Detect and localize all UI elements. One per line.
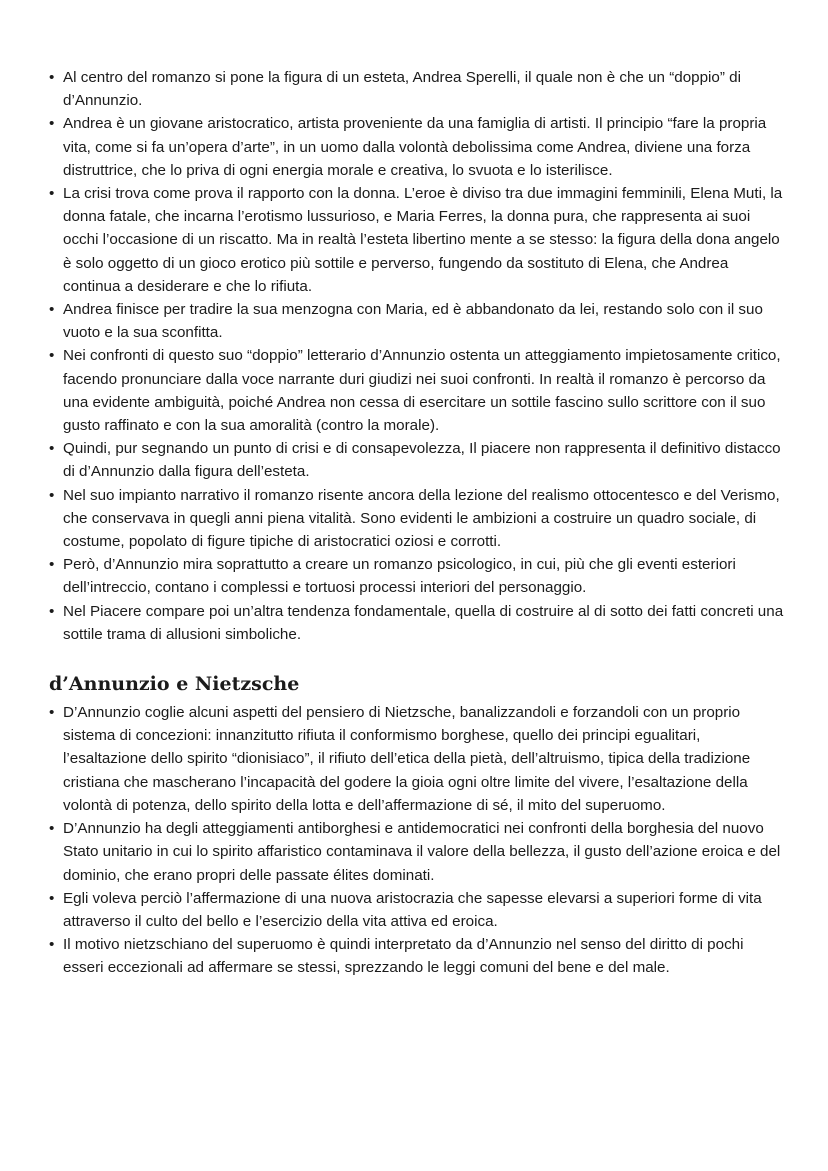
list-item: [49, 887, 788, 933]
list-item-text: Al centro del romanzo si pone la figura di un esteta, Andrea Sperelli, il quale non è che un “doppio” di d’Annunzio.: [63, 69, 741, 110]
list-item: [49, 344, 788, 437]
bullet-icon: •: [49, 301, 55, 319]
list-item: [49, 933, 788, 979]
bullet-icon: •: [49, 347, 55, 365]
list-item: [49, 701, 788, 817]
bullet-icon: •: [49, 185, 55, 203]
bullet-icon: •: [49, 936, 55, 954]
list-item: [49, 817, 788, 887]
list-item-text: Andrea è un giovane aristocratico, artista proveniente da una famiglia di artisti. Il principio “fare la propria vita, come si fa un’opera d’arte”, in un uomo dalla volontà debolissima come Andrea, diviene una forza distruttrice, che lo priva di ogni energia morale e creativa, lo svuota e lo isterilisce.: [63, 115, 767, 179]
bullet-icon: •: [49, 820, 55, 838]
list-item: [49, 298, 788, 344]
bullet-icon: •: [49, 889, 55, 907]
list-item-text: Quindi, pur segnando un punto di crisi e di consapevolezza, Il piacere non rappresenta il definitivo distacco di d’Annunzio dalla figura dell’esteta.: [63, 440, 781, 481]
list-item-text: Il motivo nietzschiano del superuomo è quindi interpretato da d’Annunzio nel senso del diritto di pochi esseri eccezionali ad affermare se stessi, sprezzando le leggi comuni del bene e del male.: [63, 936, 744, 977]
bullet-icon: •: [49, 486, 55, 504]
bullet-icon: •: [49, 556, 55, 574]
list-item-text: D’Annunzio coglie alcuni aspetti del pensiero di Nietzsche, banalizzandoli e forzandoli con un proprio sistema di concezioni: innanzitutto rifiuta il conformismo borghese, quello dei principi egualitari, l’esaltazione dello spirito “dionisiaco”, il rifiuto dell’etica della pietà, dell’altruismo, tipica della tradizione cristiana che mascherano l’incapacità del godere la gioia ogni oltre limite del vivere, l’esaltazione della volontà di potenza, dello spirito della lotta e dell’affermazione di sé, il mito del superuomo.: [63, 704, 751, 814]
list-item: [49, 182, 788, 298]
bullet-icon: •: [49, 704, 55, 722]
list-item: [49, 484, 788, 554]
list-item: [49, 112, 788, 182]
list-item-text: Nel suo impianto narrativo il romanzo risente ancora della lezione del realismo ottocentesco e del Verismo, che conservava in quegli anni piena vitalità. Sono evidenti le ambizioni a costruire un quadro sociale, di costume, popolato di figure tipiche di aristocratici oziosi e corrotti.: [63, 486, 780, 551]
list-item: [49, 600, 788, 646]
list-item-text: D’Annunzio ha degli atteggiamenti antiborghesi e antidemocratici nei confronti della borghesia del nuovo Stato unitario in cui lo spirito affaristico contaminava il valore della bellezza, il gusto dell’azione eroica e del dominio, che erano propri delle passate élites dominati.: [63, 820, 781, 884]
bullet-icon: •: [49, 69, 55, 86]
list-item: [49, 66, 788, 112]
bullet-icon: •: [49, 115, 55, 133]
list-item: [49, 553, 788, 599]
section2-bullet-list: [49, 701, 788, 979]
list-item: [49, 437, 788, 483]
section-heading: d’Annunzio e Nietzsche: [49, 673, 300, 696]
section1-bullet-list: [49, 66, 788, 646]
list-item-text: Però, d’Annunzio mira soprattutto a creare un romanzo psicologico, in cui, più che gli eventi esteriori dell’intreccio, contano i complessi e tortuosi processi interiori del personaggio.: [63, 556, 736, 597]
list-item-text: La crisi trova come prova il rapporto con la donna. L’eroe è diviso tra due immagini femminili, Elena Muti, la donna fatale, che incarna l’erotismo lussurioso, e Maria Ferres, la donna pura, che rappresenta ai suoi occhi l’occasione di un riscatto. Ma in realtà l’esteta libertino mente a se stesso: la figura della dona angelo è solo oggetto di un gioco erotico più sottile e perverso, fungendo da sostituto di Elena, che Andrea continua a desiderare e che lo rifiuta.: [63, 185, 783, 295]
list-item-text: Nei confronti di questo suo “doppio” letterario d’Annunzio ostenta un atteggiamento impietosamente critico, facendo pronunciare dalla voce narrante duri giudizi nei suoi confronti. In realtà il romanzo è percorso da una evidente ambiguità, poiché Andrea non cessa di esercitare un sottile fascino sullo scrittore con il suo gusto raffinato e con la sua amoralità (contro la morale).: [63, 347, 781, 435]
bullet-icon: •: [49, 602, 55, 620]
list-item-text: Nel Piacere compare poi un’altra tendenza fondamentale, quella di costruire al di sotto dei fatti concreti una sottile trama di allusioni simboliche.: [63, 602, 784, 643]
list-item-text: Andrea finisce per tradire la sua menzogna con Maria, ed è abbandonato da lei, restando solo con il suo vuoto e la sua sconfitta.: [63, 301, 763, 342]
list-item-text: Egli voleva perciò l’affermazione di una nuova aristocrazia che sapesse elevarsi a superiori forme di vita attraverso il culto del bello e l’esercizio della vita attiva ed eroica.: [63, 889, 762, 930]
bullet-icon: •: [49, 440, 55, 458]
